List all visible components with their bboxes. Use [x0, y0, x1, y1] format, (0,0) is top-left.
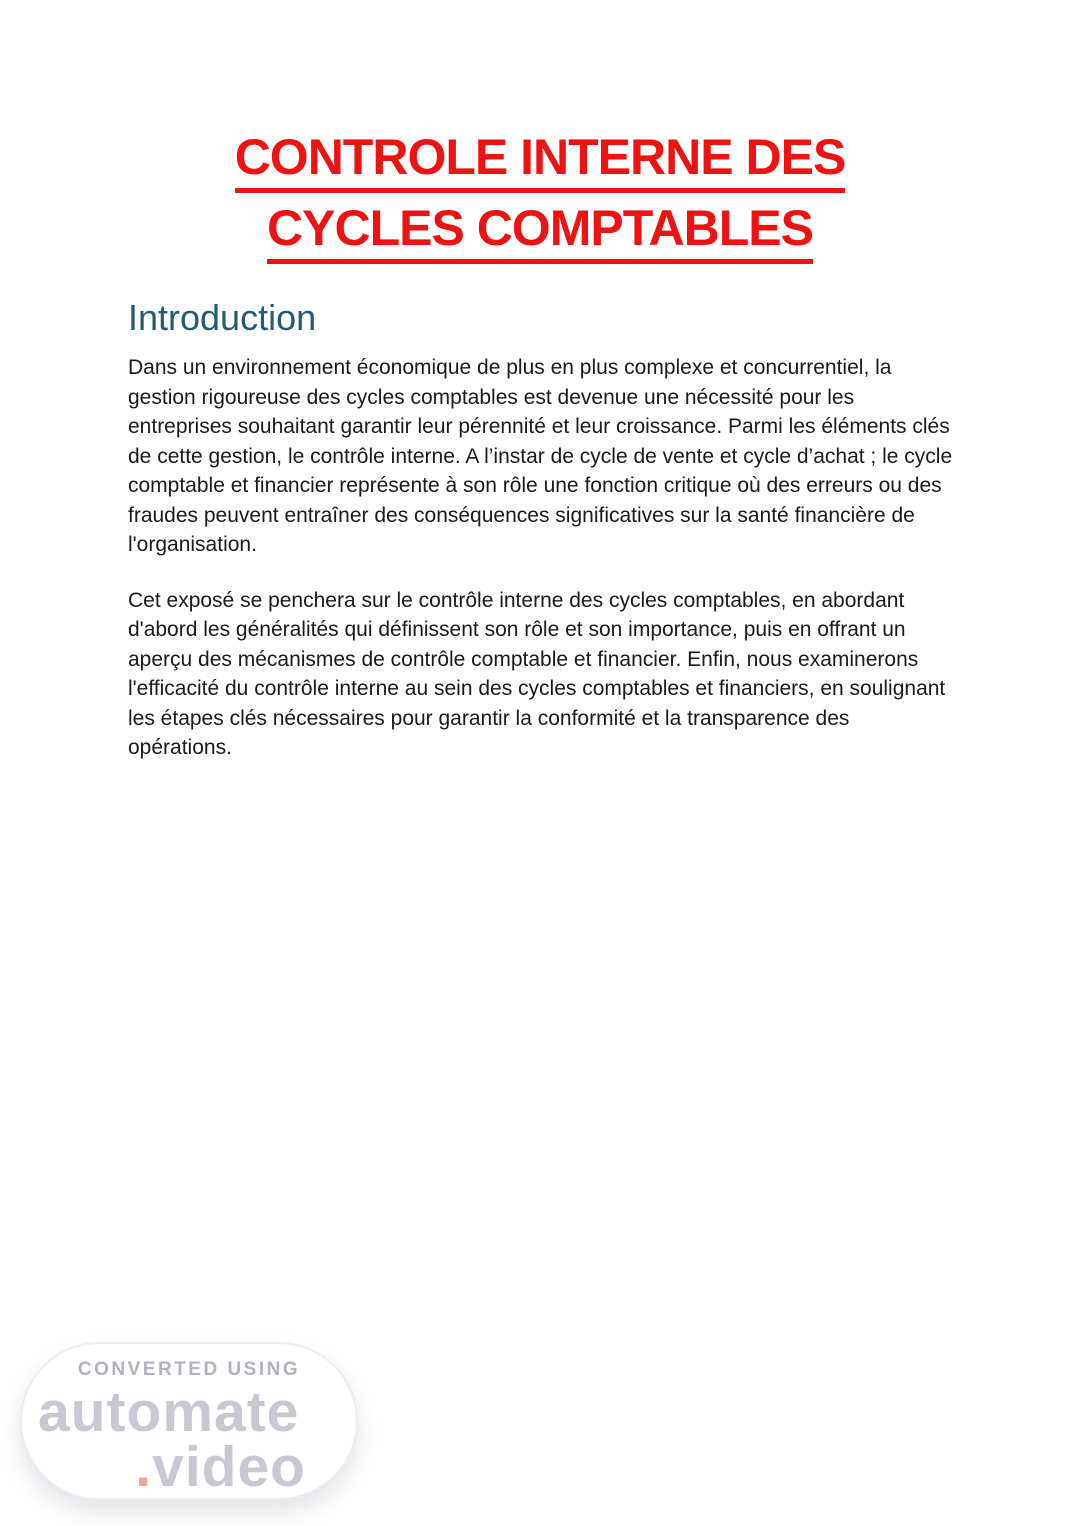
watermark-dot: .	[135, 1435, 153, 1500]
watermark-domain-text: video	[152, 1435, 306, 1500]
watermark-label: CONVERTED USING	[77, 1359, 301, 1380]
document-title	[0, 130, 1080, 264]
intro-paragraph-1: Dans un environnement économique de plus en plus complexe et concurrentiel, la gestion rigoureuse des cycles comptables est devenue une nécessité pour les entreprises souhaitant garantir leur pérennité et leur croissance. Parmi les éléments clés de cette gestion, le contrôle interne. A l’instar de cycle de vente et cycle d’achat ; le cycle comptable et financier représente à son rôle une fonction critique où des erreurs ou des fraudes peuvent entraîner des conséquences significatives sur la santé financière de l'organisation.	[128, 356, 953, 557]
watermark-brand-automate: automate	[38, 1380, 300, 1444]
watermark-badge	[20, 1342, 358, 1500]
section-heading-introduction: Introduction	[128, 297, 317, 338]
title-line-2: CYCLES COMPTABLES	[267, 201, 813, 264]
watermark-brand-video	[22, 1435, 306, 1500]
title-line-1: CONTROLE INTERNE DES	[235, 130, 846, 193]
intro-paragraph-2: Cet exposé se penchera sur le contrôle interne des cycles comptables, en abordant d'abord les généralités qui définissent son rôle et son importance, puis en offrant un aperçu des mécanismes de contrôle comptable et financier. Enfin, nous examinerons l'efficacité du contrôle interne au sein des cycles comptables et financiers, en soulignant les étapes clés nécessaires pour garantir la conformité et la transparence des opérations.	[128, 588, 946, 760]
